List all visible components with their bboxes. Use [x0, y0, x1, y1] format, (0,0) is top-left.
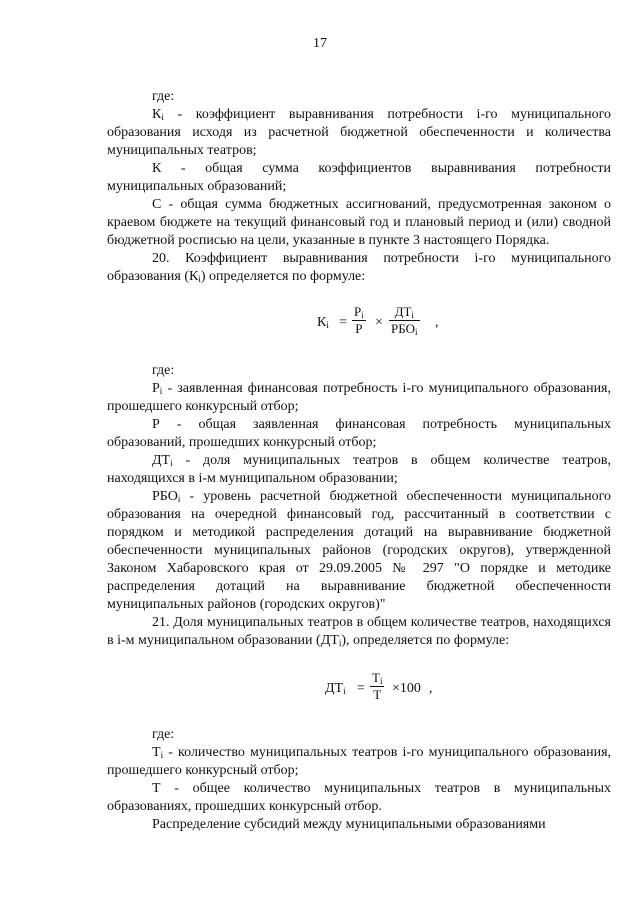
- c-definition: С - общая сумма бюджетных ассигнований, предусмотренная законом о краевом бюджете на текущий финансовый год и плановый период и (или) сводной бюджетной росписью на цели, указанные в пункте 3 настоящего Порядка.: [107, 197, 611, 248]
- clause-20: 20. Коэффициент выравнивания потребности i-го муниципального образования $(К_i)$ определяется по формуле:: [107, 251, 611, 284]
- clause-21: 21. Доля муниципальных театров в общем количестве театров, находящихся в i-м муниципальном образовании $(ДТ_i)$, определяется по формуле:: [107, 615, 611, 648]
- formula-ki-lhs: $К_i$: [317, 315, 329, 330]
- where-label-1: где:: [152, 89, 175, 104]
- formula-ki: [107, 286, 611, 356]
- formula-dti-tail: ,: [429, 681, 433, 696]
- ti-definition: $Т_i$ - количество муниципальных театров i-го муниципального образования, прошедшего конкурсный отбор;: [107, 745, 612, 778]
- pi-definition: $Р_i$ - заявленная финансовая потребность i-го муниципального образования, прошедшего конкурсный отбор;: [107, 381, 611, 414]
- formula-ki-tail: ,: [435, 315, 439, 330]
- formula-dti-frac: $Т_i$ Т: [372, 670, 383, 702]
- document-body: [107, 88, 611, 834]
- formula-dti: [107, 650, 611, 720]
- distribution-paragraph: Распределение субсидий между муниципальными образованиями: [152, 817, 546, 832]
- formula-dti-times: ×100: [392, 681, 421, 696]
- where-label-2: где:: [152, 363, 175, 378]
- page-number: 17: [313, 36, 327, 51]
- formula-ki-frac1: $Р_i$ Р: [354, 304, 364, 336]
- k-definition: К - общая сумма коэффициентов выравнивания потребности муниципальных образований;: [107, 161, 611, 194]
- where-label-3: где:: [152, 727, 175, 742]
- formula-ki-frac2: $ДТ_i$ $РБО_i$: [391, 304, 418, 337]
- formula-ki-eq: =: [339, 315, 347, 330]
- dti-definition: $ДТ_i$ - доля муниципальных театров в общем количестве театров, находящихся в i-м муниципальном образовании;: [107, 453, 611, 486]
- t-definition: Т - общее количество муниципальных театров в муниципальных образованиях, прошедших конкурсный отбор.: [107, 781, 611, 814]
- formula-dti-eq: =: [357, 681, 365, 696]
- ki-definition: $К_i$ - коэффициент выравнивания потребности i-го муниципального образования исходя из расчетной бюджетной обеспеченности и количества муниципальных театров;: [107, 107, 612, 158]
- formula-ki-times: ×: [375, 315, 383, 330]
- p-definition: Р - общая заявленная финансовая потребность муниципальных образований, прошедших конкурсный отбор;: [107, 417, 611, 450]
- rbo-definition: $РБО_i$ - уровень расчетной бюджетной обеспеченности муниципального образования на очередной финансовый год, рассчитанный в соответствии с порядком и методикой распределения дотаций на выравнивание бюджетной обеспеченности муниципальных районов (городских округов), утвержденной Законом Хабаровского края от 29.09.2005 № 297 "О порядке и методике распределения дотаций на выравнивание бюджетной обеспеченности муниципальных районов (городских округов)": [107, 489, 611, 612]
- formula-dti-lhs: $ДТ_i$: [325, 681, 346, 696]
